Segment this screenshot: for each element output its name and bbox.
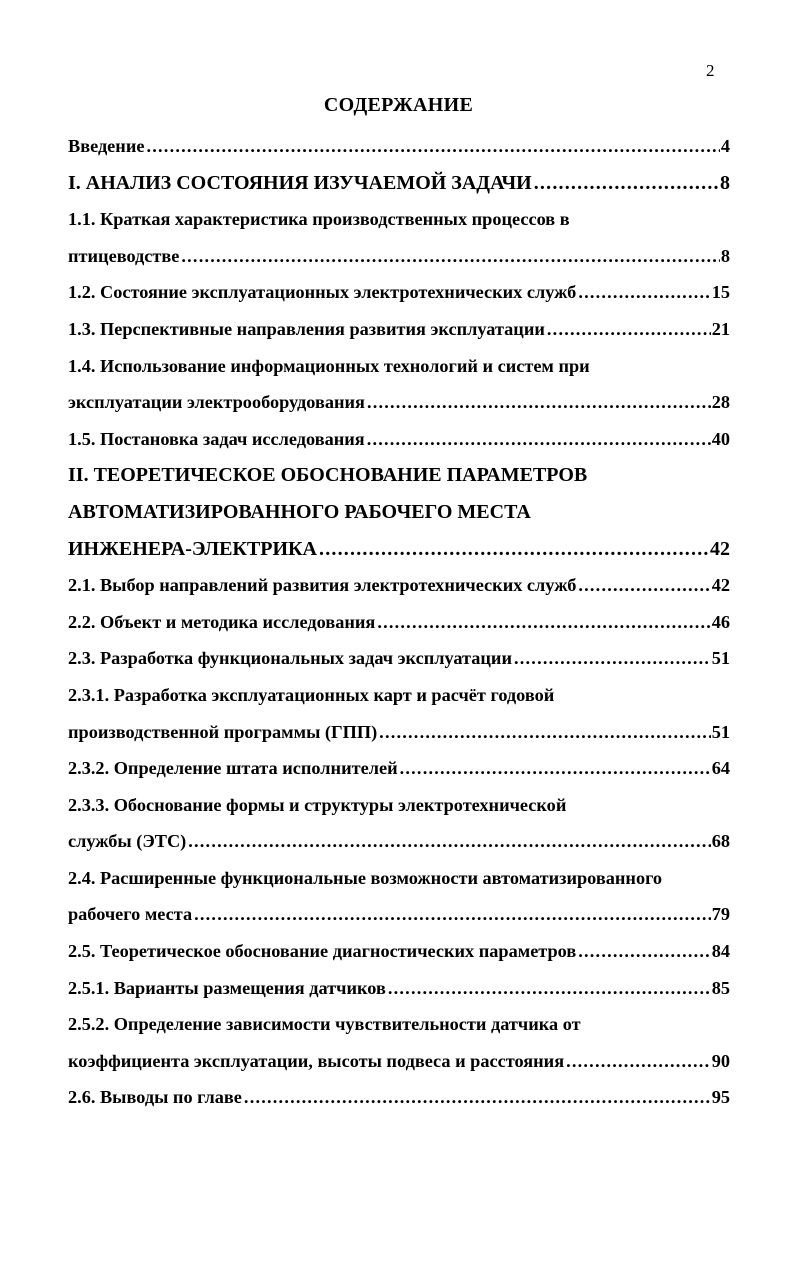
toc-leader-dots bbox=[365, 384, 711, 421]
toc-entry-page: 84 bbox=[711, 941, 730, 962]
toc-entry-text: 2.3. Разработка функциональных задач эксплуатации bbox=[68, 648, 512, 669]
toc-entry-text: птицеводстве bbox=[68, 245, 180, 266]
toc-entry-text: 2.1. Выбор направлений развития электротехнических служб bbox=[68, 575, 577, 596]
toc-leader-dots bbox=[144, 128, 719, 165]
toc-entry-page: 8 bbox=[720, 171, 730, 194]
toc-entry-text: 2.4. Расширенные функциональные возможности автоматизированного bbox=[68, 867, 663, 888]
toc-leader-dots bbox=[186, 823, 710, 860]
toc-entry-text: эксплуатации электрооборудования bbox=[68, 392, 365, 413]
toc-leader-dots bbox=[564, 1043, 711, 1080]
toc-entry-text: 2.3.1. Разработка эксплуатационных карт и расчёт годовой bbox=[68, 684, 555, 705]
toc-entry-text: 2.5. Теоретическое обоснование диагностических параметров bbox=[68, 941, 577, 962]
toc-entry bbox=[68, 494, 730, 531]
toc-leader-dots bbox=[576, 567, 710, 604]
toc-leader-dots bbox=[576, 933, 710, 970]
toc-entry-page: 4 bbox=[720, 136, 730, 156]
toc-entry-text: ИНЖЕНЕРА-ЭЛЕКТРИКА bbox=[68, 537, 317, 560]
toc-entry bbox=[68, 787, 730, 824]
toc-entry-text: 2.6. Выводы по главе bbox=[68, 1087, 242, 1108]
toc-entry-page: 79 bbox=[711, 904, 730, 925]
toc-entry-page: 51 bbox=[711, 648, 730, 669]
toc-entry-text: службы (ЭТС) bbox=[68, 831, 187, 852]
toc-entry bbox=[68, 604, 730, 641]
toc-entry-text: 2.3.2. Определение штата исполнителей bbox=[68, 758, 398, 779]
toc-entry-page: 68 bbox=[711, 831, 730, 852]
toc-entry bbox=[68, 201, 730, 238]
toc-entry-text: 2.5.2. Определение зависимости чувствительности датчика от bbox=[68, 1014, 581, 1035]
toc-entry-text: 1.5. Постановка задач исследования bbox=[68, 428, 365, 449]
toc-entry-text: II. ТЕОРЕТИЧЕСКОЕ ОБОСНОВАНИЕ ПАРАМЕТРОВ bbox=[68, 464, 588, 487]
toc-leader-dots bbox=[532, 165, 719, 202]
toc-entry-text: 2.2. Объект и методика исследования bbox=[68, 611, 376, 632]
toc-entry bbox=[68, 1006, 730, 1043]
toc-entry-page: 40 bbox=[711, 428, 730, 449]
toc-entry-page: 42 bbox=[711, 575, 730, 596]
page-title: СОДЕРЖАНИЕ bbox=[323, 94, 474, 116]
toc-entry-page: 64 bbox=[711, 758, 730, 779]
toc-entry bbox=[68, 457, 730, 494]
toc-entry-text: 1.2. Состояние эксплуатационных электротехнических служб bbox=[68, 282, 577, 303]
toc-leader-dots bbox=[179, 238, 719, 275]
page-number: 2 bbox=[706, 61, 715, 80]
toc-entry bbox=[68, 421, 730, 458]
toc-leader-dots bbox=[545, 311, 711, 348]
toc-entry bbox=[68, 860, 730, 897]
toc-entry bbox=[68, 750, 730, 787]
toc-entry-page: 15 bbox=[711, 282, 730, 303]
toc-entry bbox=[68, 567, 730, 604]
toc-leader-dots bbox=[375, 604, 710, 641]
toc-leader-dots bbox=[512, 640, 711, 677]
toc-entry bbox=[68, 311, 730, 348]
toc-leader-dots bbox=[192, 896, 711, 933]
toc-entry-page: 90 bbox=[711, 1050, 730, 1071]
toc-entry bbox=[68, 933, 730, 970]
toc-leader-dots bbox=[386, 970, 711, 1007]
toc-entry-page: 95 bbox=[711, 1087, 730, 1108]
toc-entry-page: 85 bbox=[711, 977, 730, 998]
toc-entry bbox=[68, 531, 730, 568]
toc-entry-page: 42 bbox=[710, 537, 730, 560]
toc-entry-text: 1.4. Использование информационных технологий и систем при bbox=[68, 355, 590, 376]
toc-leader-dots bbox=[365, 421, 711, 458]
toc-entry-page: 28 bbox=[711, 392, 730, 413]
toc-entry-text: 2.3.3. Обоснование формы и структуры электротехнической bbox=[68, 794, 567, 815]
toc-entry bbox=[68, 1079, 730, 1116]
toc-leader-dots bbox=[242, 1079, 711, 1116]
toc-leader-dots bbox=[377, 714, 711, 751]
toc-leader-dots bbox=[317, 531, 709, 568]
toc-entry bbox=[68, 384, 730, 421]
toc-entry-text: коэффициента эксплуатации, высоты подвеса и расстояния bbox=[68, 1050, 565, 1071]
toc-entry-text: 2.5.1. Варианты размещения датчиков bbox=[68, 977, 386, 998]
toc-entry bbox=[68, 128, 730, 165]
toc-entry bbox=[68, 677, 730, 714]
toc-entry-text: АВТОМАТИЗИРОВАННОГО РАБОЧЕГО МЕСТА bbox=[68, 500, 531, 523]
toc-entry bbox=[68, 640, 730, 677]
toc-entry-text: I. АНАЛИЗ СОСТОЯНИЯ ИЗУЧАЕМОЙ ЗАДАЧИ bbox=[68, 171, 532, 194]
toc-entry-page: 21 bbox=[711, 318, 730, 339]
toc-entry bbox=[68, 238, 730, 275]
toc-entry-text: рабочего места bbox=[68, 904, 193, 925]
toc-entry bbox=[68, 714, 730, 751]
toc-entry bbox=[68, 970, 730, 1007]
toc-entry bbox=[68, 823, 730, 860]
toc-leader-dots bbox=[576, 274, 710, 311]
toc-entry-text: 1.3. Перспективные направления развития эксплуатации bbox=[68, 318, 545, 339]
table-of-contents bbox=[68, 128, 730, 1116]
toc-entry bbox=[68, 274, 730, 311]
toc-entry-text: производственной программы (ГПП) bbox=[68, 721, 378, 742]
toc-entry-page: 51 bbox=[711, 721, 730, 742]
toc-entry bbox=[68, 348, 730, 385]
toc-entry-text: Введение bbox=[68, 136, 145, 156]
toc-entry bbox=[68, 896, 730, 933]
toc-entry-text: 1.1. Краткая характеристика производственных процессов в bbox=[68, 209, 570, 230]
toc-entry-page: 8 bbox=[720, 245, 730, 266]
toc-entry bbox=[68, 165, 730, 202]
toc-leader-dots bbox=[398, 750, 711, 787]
toc-entry bbox=[68, 1043, 730, 1080]
toc-entry-page: 46 bbox=[711, 611, 730, 632]
